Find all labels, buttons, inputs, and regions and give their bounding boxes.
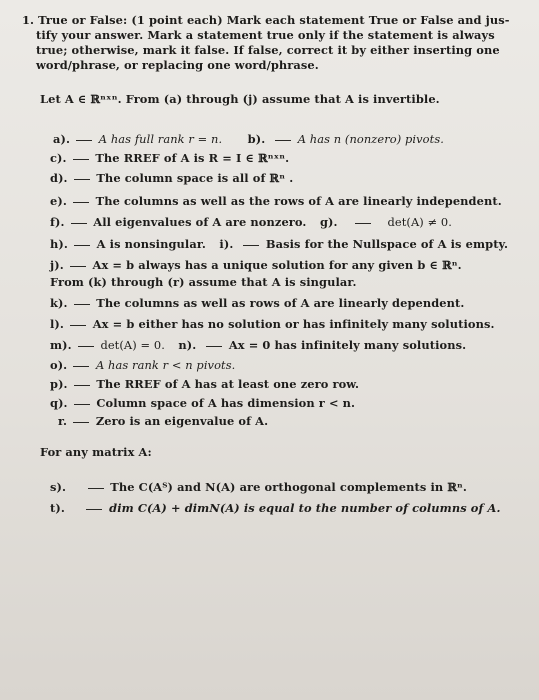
item-l-tag: l). <box>50 317 64 331</box>
item-r-answer-blank[interactable] <box>73 421 89 423</box>
item-c-tag: c). <box>50 151 67 165</box>
item-n-text: Ax = 0 has infinitely many solutions. <box>228 338 467 352</box>
item-p-answer-blank[interactable] <box>74 384 90 386</box>
item-t <box>50 502 501 515</box>
item-a-text: A has full rank r = n. <box>98 132 223 146</box>
item-g-tag: g). <box>319 215 338 229</box>
item-k <box>50 297 464 310</box>
item-r-tag: r. <box>58 414 68 428</box>
item-c <box>50 152 289 165</box>
item-e-text: The columns as well as the rows of A are linearly independent. <box>95 194 502 208</box>
item-i-answer-blank[interactable] <box>243 244 259 246</box>
item-l <box>50 318 495 331</box>
item-h <box>50 238 508 251</box>
question-header-line-4: word/phrase, or replacing one word/phrase. <box>36 58 319 72</box>
item-l-text: Ax = b either has no solution or has infinitely many solutions. <box>92 317 495 331</box>
item-e-answer-blank[interactable] <box>73 201 89 203</box>
item-t-tag: t). <box>50 501 65 515</box>
item-a-tag: a). <box>53 132 71 146</box>
any-matrix-heading: For any matrix A: <box>40 445 152 459</box>
item-d-text: The column space is all of ℝⁿ . <box>96 171 294 185</box>
item-h-answer-blank[interactable] <box>74 244 90 246</box>
item-q <box>50 397 355 410</box>
item-k-tag: k). <box>50 296 68 310</box>
item-p-tag: p). <box>50 377 68 391</box>
item-j-answer-blank[interactable] <box>70 265 86 267</box>
item-r <box>58 415 268 428</box>
item-f-answer-blank[interactable] <box>71 222 87 224</box>
item-b-tag: b). <box>247 132 266 146</box>
item-a-answer-blank[interactable] <box>76 139 92 141</box>
item-c-answer-blank[interactable] <box>73 158 89 160</box>
item-f <box>50 216 452 229</box>
item-m-text: det(A) = 0. <box>100 338 165 352</box>
item-m <box>50 339 466 352</box>
item-b-answer-blank[interactable] <box>275 139 291 141</box>
item-s-answer-blank[interactable] <box>88 487 104 489</box>
singular-assumption: From (k) through (r) assume that A is singular. <box>50 275 357 289</box>
item-o <box>50 359 235 372</box>
item-j <box>50 259 462 272</box>
item-l-answer-blank[interactable] <box>70 324 86 326</box>
item-i-text: Basis for the Nullspace of A is empty. <box>265 237 509 251</box>
item-e-tag: e). <box>50 194 67 208</box>
item-j-tag: j). <box>50 258 64 272</box>
item-p-text: The RREF of A has at least one zero row. <box>96 377 360 391</box>
item-p <box>50 378 359 391</box>
item-n-answer-blank[interactable] <box>206 345 222 347</box>
item-m-tag: m). <box>50 338 72 352</box>
item-f-text: All eigenvalues of A are nonzero. <box>93 215 307 229</box>
item-t-text: dim C(A) + dimN(A) is equal to the number of columns of A. <box>109 501 501 515</box>
item-s-tag: s). <box>50 480 67 494</box>
item-q-answer-blank[interactable] <box>74 403 90 405</box>
item-d <box>50 172 293 185</box>
item-k-answer-blank[interactable] <box>74 303 90 305</box>
item-o-answer-blank[interactable] <box>73 365 89 367</box>
item-m-answer-blank[interactable] <box>78 345 94 347</box>
item-j-text: Ax = b always has a unique solution for any given b ∈ ℝⁿ. <box>92 258 462 272</box>
item-d-answer-blank[interactable] <box>74 178 90 180</box>
item-h-tag: h). <box>50 237 68 251</box>
item-q-text: Column space of A has dimension r < n. <box>96 396 356 410</box>
item-o-tag: o). <box>50 358 68 372</box>
item-q-tag: q). <box>50 396 68 410</box>
item-c-text: The RREF of A is R = I ∈ ℝⁿˣⁿ. <box>95 151 290 165</box>
item-g-text: det(A) ≠ 0. <box>387 215 452 229</box>
item-k-text: The columns as well as rows of A are linearly dependent. <box>96 296 465 310</box>
item-f-tag: f). <box>50 215 65 229</box>
item-n-tag: n). <box>178 338 197 352</box>
item-a <box>53 133 444 146</box>
item-b-text: A has n (nonzero) pivots. <box>297 132 444 146</box>
item-i-tag: i). <box>219 237 234 251</box>
item-o-text: A has rank r < n pivots. <box>96 358 236 372</box>
item-s-text: The C(Aᵀ) and N(A) are orthogonal complements in ℝⁿ. <box>110 480 467 494</box>
item-r-text: Zero is an eigenvalue of A. <box>95 414 269 428</box>
item-s <box>50 481 467 494</box>
item-d-tag: d). <box>50 171 68 185</box>
item-g-answer-blank[interactable] <box>355 222 371 224</box>
invertible-assumption: Let A ∈ ℝⁿˣⁿ. From (a) through (j) assume that A is invertible. <box>40 92 440 106</box>
question-header-line-1: 1. True or False: (1 point each) Mark each statement True or False and jus- <box>22 13 510 27</box>
question-header-line-3: true; otherwise, mark it false. If false, correct it by either inserting one <box>36 43 500 57</box>
question-header-line-2: tify your answer. Mark a statement true only if the statement is always <box>36 28 495 42</box>
item-t-answer-blank[interactable] <box>86 508 102 510</box>
item-e <box>50 195 502 208</box>
item-h-text: A is nonsingular. <box>96 237 206 251</box>
